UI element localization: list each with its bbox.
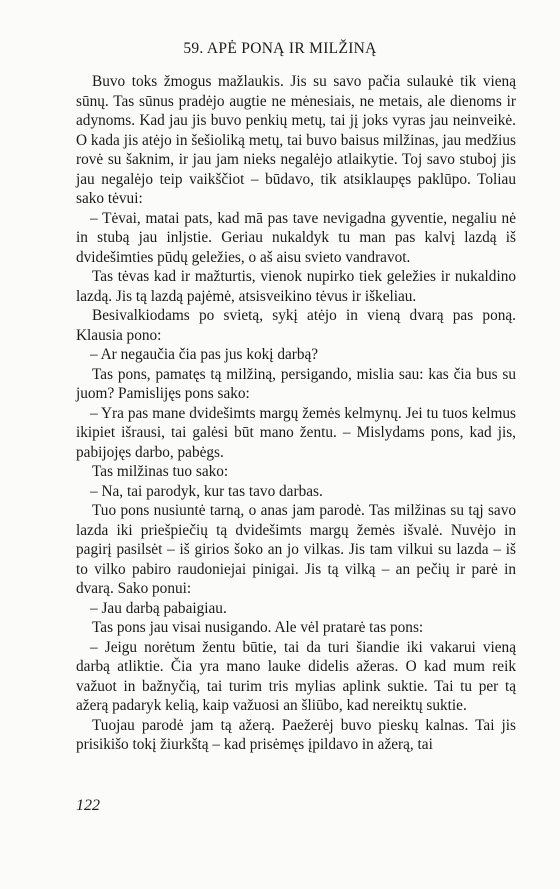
- paragraph: Tuo pons nusiuntė tarną, o anas jam parodė. Tas milžinas su tąj savo lazda iki priešpiečių tą dvidešimts margų žemės išvalė. Nuvėjo in pagirį pasilsėt – iš girios šoko an jo vilkas. Jis tam vilkui su lazda – iš to vilko pabiro raudoniejai pinigai. Jis tą vilką – an pečių ir parė in dvarą. Sako ponui:: [76, 502, 516, 597]
- page-number: 122: [76, 797, 100, 814]
- paragraph: Tas pons, pamatęs tą milžiną, persigando, mislia sau: kas čia bus su juom? Pamislijęs pons sako:: [76, 365, 516, 402]
- paragraph: Tas pons jau visai nusigando. Ale vėl pratarė tas pons:: [92, 619, 424, 636]
- paragraph: Besivalkiodams po svietą, sykį atėjo in vieną dvarą pas poną. Klausia pono:: [76, 307, 516, 344]
- paragraph: Tas tėvas kad ir mažturtis, vienok nupirko tiek geležies ir nukaldino lazdą. Jis tą lazdą pajėmė, atsisveikino tėvus ir iškeliau.: [76, 268, 516, 305]
- paragraph: – Jau darbą pabaigiau.: [90, 599, 227, 617]
- paragraph: – Na, tai parodyk, kur tas tavo darbas.: [90, 482, 323, 500]
- story-text: [76, 72, 516, 755]
- paragraph: Buvo toks žmogus mažlaukis. Jis su savo pačia sulaukė tik vieną sūnų. Tas sūnus pradėjo augtie ne mėnesiais, ne metais, ale dienoms ir adynoms. Kad jau jis buvo penkių metų, tai jį joks vyras jau neinveikė. O kada jis atėjo in šešioliką metų, tai buvo baisus milžinas, jau medžius rovė su šaknim, ir jau jam nieks negalėjo atlaikytie. Toj savo stuboj jis jau negalėjo teip vaikščiot – būdavo, tik atsiklaupęs paklūpo. Toliau sako tėvui:: [76, 73, 516, 207]
- paragraph: – Tėvai, matai pats, kad mā pas tave nevigadna gyventie, negaliu nė in stubą jau inljstie. Geriau nukaldyk tu man pas kalvį lazdą iš dvidešimties pūdų geležies, o aš aisu svieto vandravot.: [76, 209, 516, 266]
- paragraph: Tuojau parodė jam tą ažerą. Paežerėj buvo pieskų kalnas. Tai jis prisikišo tokį žiurkštą – kad prisėmęs įpildavo in ažerą, tai: [76, 716, 516, 753]
- paragraph: Tas milžinas tuo sako:: [92, 463, 229, 480]
- paragraph: – Yra pas mane dvidešimts margų žemės kelmynų. Jei tu tuos kelmus ikipiet išrausi, tai galėsi būt mano žentu. – Mislydams pons, kad jis, pabijojęs darbo, pabėgs.: [76, 404, 516, 461]
- chapter-title: 59. APĖ PONĄ IR MILŽINĄ: [183, 40, 377, 57]
- paragraph: – Ar negaučia čia pas jus kokį darbą?: [90, 346, 319, 363]
- paragraph: – Jeigu norėtum žentu būtie, tai da turi šiandie iki vakarui vieną darbą atliktie. Čia yra mano lauke didelis ažeras. O kad mum reik važuot in bažnyčią, tai turim tris mylias aplink suktie. Tai tu per tą ažerą padaryk kelią, kaip važuosi an šliūbo, kad nereiktų suktie.: [76, 638, 516, 714]
